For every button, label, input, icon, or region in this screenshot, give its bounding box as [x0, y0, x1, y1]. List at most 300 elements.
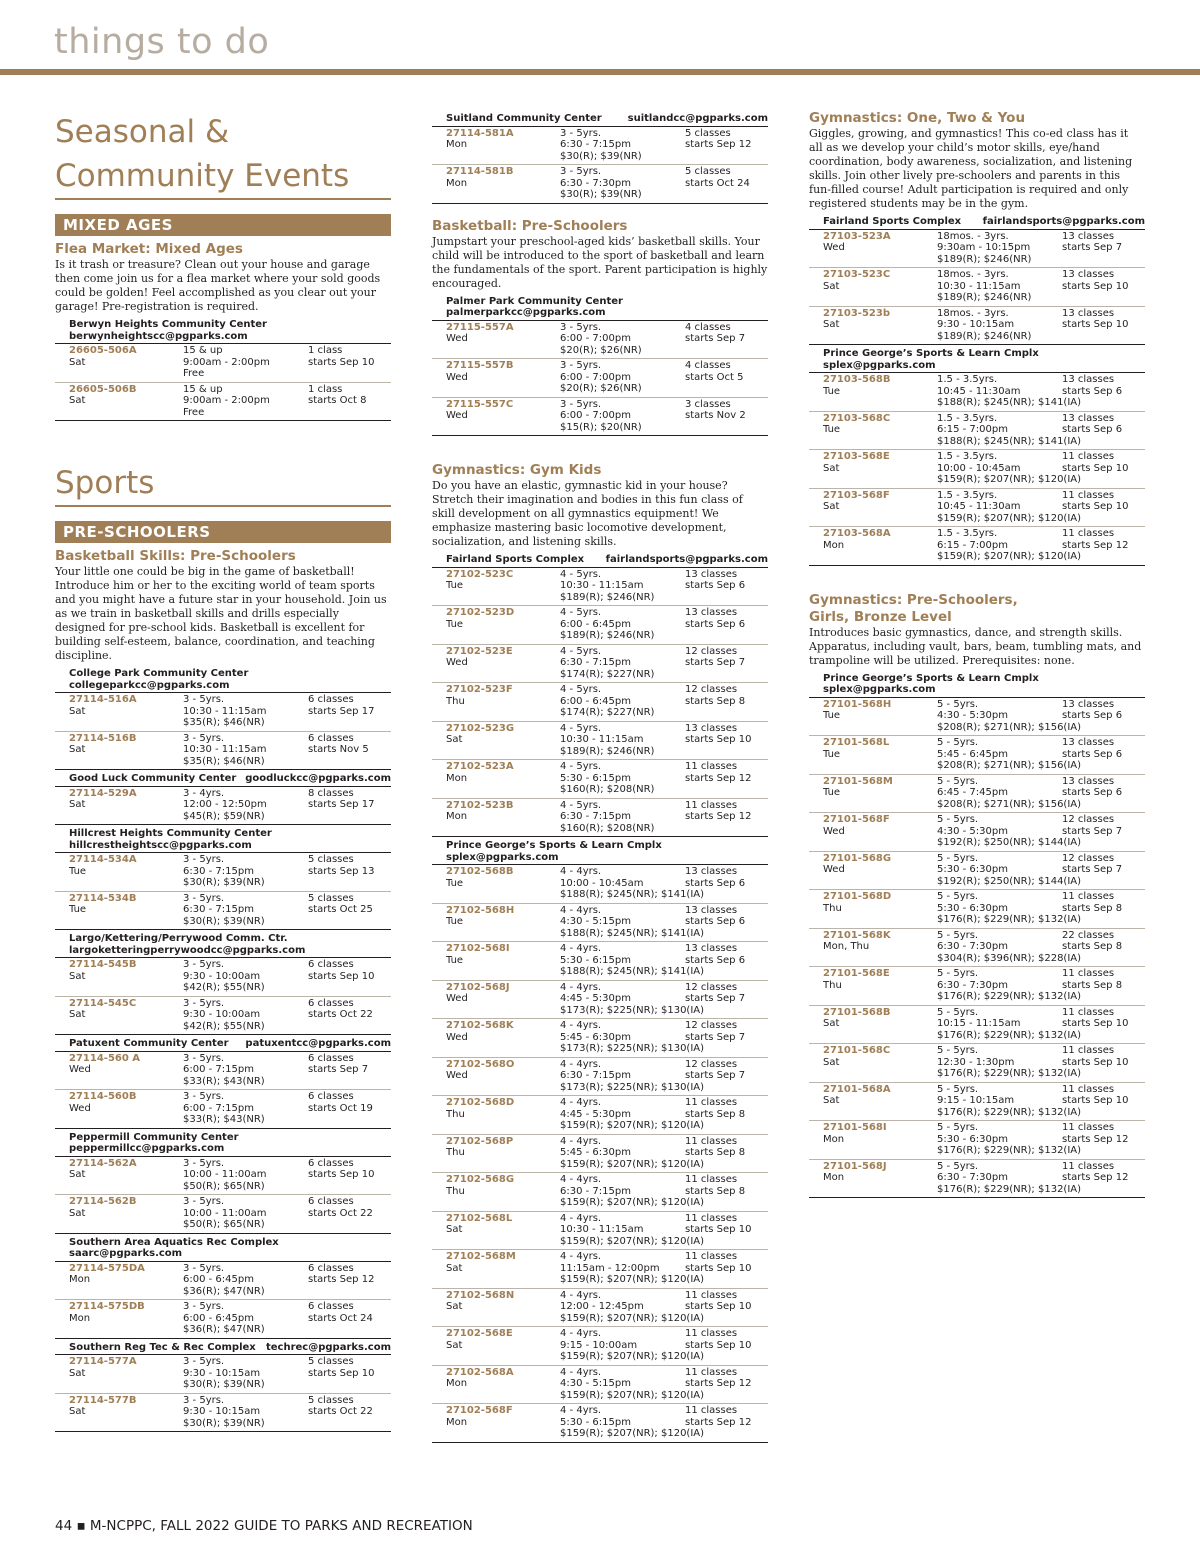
class-count: 11 classes: [1062, 891, 1115, 902]
class-code[interactable]: 27101-568J: [823, 1160, 887, 1172]
class-count: 11 classes: [685, 1328, 738, 1339]
class-time: 10:00 - 11:00am: [183, 1207, 267, 1219]
class-count: 6 classes: [308, 1091, 354, 1102]
class-count: 22 classes: [1062, 929, 1115, 941]
class-start: starts Oct 22: [308, 1009, 373, 1020]
class-start: starts Sep 12: [685, 139, 752, 150]
location-header: [55, 1339, 391, 1356]
class-day: Sat: [69, 356, 86, 368]
class-start: starts Sep 7: [685, 1070, 746, 1081]
class-fee: $188(R); $245(NR); $141(IA): [937, 397, 1082, 408]
location-email[interactable]: splex@pgparks.com: [823, 359, 936, 371]
class-code[interactable]: 27102-568M: [446, 1251, 516, 1262]
location-email[interactable]: peppermillcc@pgparks.com: [69, 1143, 225, 1154]
class-fee: Free: [183, 406, 205, 418]
class-code[interactable]: 27101-568M: [823, 775, 893, 787]
class-code[interactable]: 27114-577A: [69, 1356, 137, 1367]
class-start: starts Sep 6: [1062, 748, 1123, 760]
class-day: Mon: [446, 1416, 468, 1428]
class-count: 11 classes: [685, 1405, 738, 1416]
class-start: starts Sep 12: [1062, 1133, 1129, 1145]
class-age: 5 - 5yrs.: [937, 1160, 979, 1172]
class-age: 4 - 5yrs.: [560, 799, 602, 811]
class-age: 3 - 5yrs.: [560, 127, 602, 139]
class-code[interactable]: 27102-568L: [446, 1212, 513, 1224]
class-fee: $160(R); $208(NR): [560, 822, 655, 834]
class-row: [809, 852, 1145, 891]
class-code[interactable]: 27114-575DA: [69, 1262, 145, 1274]
class-age: 18mos. - 3yrs.: [937, 307, 1009, 319]
class-count: 11 classes: [685, 1289, 738, 1301]
class-code[interactable]: 27103-568F: [823, 489, 890, 501]
class-age: 3 - 5yrs.: [183, 1091, 225, 1102]
class-code[interactable]: 27114-545B: [69, 959, 137, 970]
class-day: Sat: [446, 1339, 463, 1351]
location-header: [55, 1035, 391, 1052]
class-age: 3 - 5yrs.: [560, 321, 602, 333]
class-row: [432, 760, 768, 799]
class-count: 5 classes: [308, 854, 354, 865]
class-count: 13 classes: [1062, 374, 1115, 385]
class-start: starts Sep 10: [685, 1224, 752, 1235]
class-row: [432, 942, 768, 981]
column-1: [55, 110, 391, 1432]
class-code[interactable]: 27102-523B: [446, 799, 514, 811]
location-email[interactable]: berwynheightscc@pgparks.com: [69, 330, 248, 342]
class-fee: $159(R); $207(NR); $120(IA): [560, 1312, 705, 1324]
class-fee: $189(R); $246(NR): [560, 630, 655, 641]
class-code[interactable]: 27101-568C: [823, 1045, 891, 1056]
class-code[interactable]: 27101-568H: [823, 698, 892, 710]
class-code[interactable]: 27101-568A: [823, 1083, 891, 1095]
class-row: [809, 307, 1145, 346]
class-count: 13 classes: [685, 568, 738, 580]
class-day: Tue: [446, 916, 464, 927]
class-code[interactable]: 27114-562A: [69, 1157, 137, 1169]
class-start: starts Sep 8: [685, 1147, 746, 1158]
class-count: 11 classes: [1062, 1160, 1115, 1172]
location-header: [55, 665, 391, 693]
sports-title: Sports: [55, 461, 391, 507]
class-age: 4 - 5yrs.: [560, 761, 602, 772]
class-start: starts Sep 6: [1062, 424, 1123, 435]
class-day: Thu: [823, 902, 842, 914]
location-email[interactable]: splex@pgparks.com: [446, 851, 559, 863]
location-email[interactable]: patuxentcc@pgparks.com: [245, 1038, 391, 1049]
class-day: Sat: [823, 1095, 840, 1106]
header-title: things to do: [54, 22, 270, 62]
class-fee: $192(R); $250(NR); $144(IA): [937, 875, 1082, 887]
class-time: 5:30 - 6:30pm: [937, 1133, 1008, 1145]
class-code[interactable]: 27101-568I: [823, 1122, 887, 1133]
class-row: [432, 568, 768, 607]
class-code[interactable]: 27114-534A: [69, 854, 137, 865]
class-fee: $208(R); $271(NR); $156(IA): [937, 798, 1082, 810]
class-count: 3 classes: [685, 398, 731, 410]
class-fee: $33(R); $43(NR): [183, 1075, 265, 1087]
class-row: [55, 344, 391, 383]
class-start: starts Nov 2: [685, 410, 746, 421]
class-code[interactable]: 27115-557C: [446, 398, 514, 410]
class-fee: $176(R); $229(NR); $132(IA): [937, 914, 1082, 925]
class-code[interactable]: 27114-577B: [69, 1394, 137, 1406]
class-code[interactable]: 27114-529A: [69, 787, 137, 799]
class-day: Sat: [823, 280, 840, 292]
class-start: starts Sep 12: [1062, 1172, 1129, 1183]
location-email[interactable]: fairlandsports@pgparks.com: [605, 554, 768, 565]
class-fee: $189(R); $246(NR): [937, 292, 1032, 303]
class-count: 13 classes: [1062, 269, 1115, 280]
class-code[interactable]: 27103-568B: [823, 374, 891, 385]
class-day: Sat: [69, 1207, 86, 1219]
class-day: Sat: [823, 1056, 840, 1068]
class-row: [432, 1173, 768, 1212]
class-start: starts Oct 8: [308, 395, 367, 406]
gym-one-title: Gymnastics: One, Two & You: [809, 110, 1026, 126]
class-code[interactable]: 27114-575DB: [69, 1301, 145, 1312]
class-row: [432, 1096, 768, 1135]
class-count: 12 classes: [685, 981, 738, 993]
class-age: 3 - 5yrs.: [183, 1196, 225, 1207]
class-age: 5 - 5yrs.: [937, 968, 979, 979]
class-code[interactable]: 27103-568C: [823, 412, 891, 424]
bball-skills-desc: Your little one could be big in the game of basketball! Introduce him or her to the exciting world of team sports and you might have a future star in your household. Join us as we train in basketball skills and drills especially designed for pre-school kids. Basketball is excellent for building self-esteem, balance, coordination, and teaching discipline.: [55, 565, 387, 662]
class-code[interactable]: 27102-523G: [446, 722, 515, 734]
class-time: 9:30am - 10:15pm: [937, 242, 1031, 253]
class-age: 4 - 4yrs.: [560, 1289, 602, 1301]
class-count: 6 classes: [308, 1157, 354, 1169]
location-email[interactable]: collegeparkcc@pgparks.com: [69, 679, 230, 691]
class-row: [809, 412, 1145, 451]
class-code[interactable]: 27102-523A: [446, 761, 514, 772]
location-header: [432, 293, 768, 321]
class-code[interactable]: 27101-568B: [823, 1006, 891, 1018]
class-fee: $159(R); $207(NR); $120(IA): [937, 512, 1082, 524]
class-code[interactable]: 27114-581A: [446, 127, 514, 139]
class-code[interactable]: 27102-568P: [446, 1135, 514, 1147]
class-count: 12 classes: [685, 1058, 738, 1070]
class-code[interactable]: 27102-568D: [446, 1097, 515, 1108]
mixed-ages-band: MIXED AGES: [55, 214, 391, 236]
class-row: [55, 787, 391, 826]
location-email[interactable]: fairlandsports@pgparks.com: [982, 216, 1145, 227]
class-time: 9:30 - 10:15am: [937, 319, 1015, 330]
class-row: [432, 1327, 768, 1366]
location-header: [55, 316, 391, 344]
class-fee: $189(R); $246(NR): [560, 745, 655, 757]
class-start: starts Sep 10: [1062, 501, 1129, 512]
class-age: 3 - 5yrs.: [183, 694, 225, 705]
class-day: Mon: [823, 1133, 845, 1145]
class-fee: $159(R); $207(NR); $120(IA): [560, 1197, 705, 1208]
class-age: 5 - 5yrs.: [937, 1122, 979, 1133]
class-code[interactable]: 27102-523F: [446, 684, 513, 695]
class-day: Sat: [69, 1009, 86, 1020]
class-row: [55, 958, 391, 997]
class-day: Tue: [823, 385, 841, 397]
location-email[interactable]: largoketteringperrywoodcc@pgparks.com: [69, 944, 306, 956]
class-fee: $50(R); $65(NR): [183, 1180, 265, 1192]
class-day: Wed: [446, 333, 468, 344]
location-name: Prince George’s Sports & Learn Cmplx: [446, 840, 662, 851]
class-age: 3 - 5yrs.: [183, 997, 225, 1009]
class-row: [432, 127, 768, 166]
class-fee: $159(R); $207(NR); $120(IA): [560, 1235, 705, 1247]
class-row: [432, 321, 768, 360]
class-time: 10:15 - 11:15am: [937, 1018, 1021, 1029]
class-day: Wed: [823, 825, 845, 837]
class-fee: $173(R); $225(NR); $130(IA): [560, 1043, 705, 1054]
class-day: Tue: [446, 877, 464, 889]
class-code[interactable]: 27114-516B: [69, 732, 137, 744]
class-code[interactable]: 27114-560 A: [69, 1052, 141, 1064]
class-count: 13 classes: [685, 904, 738, 916]
class-start: starts Sep 10: [308, 1367, 375, 1379]
class-start: starts Sep 8: [1062, 941, 1123, 952]
location-email[interactable]: goodluckcc@pgparks.com: [245, 773, 391, 784]
location-name: Prince George’s Sports & Learn Cmplx: [823, 672, 1039, 684]
class-fee: $160(R); $208(NR): [560, 784, 655, 795]
location-name: College Park Community Center: [69, 668, 249, 679]
class-day: Sat: [823, 319, 840, 330]
class-code[interactable]: 27103-568A: [823, 528, 891, 539]
class-age: 4 - 4yrs.: [560, 1405, 602, 1416]
class-age: 5 - 5yrs.: [937, 775, 979, 787]
class-fee: $30(R); $39(NR): [183, 877, 265, 888]
class-age: 4 - 4yrs.: [560, 1328, 602, 1339]
class-code[interactable]: 27102-568O: [446, 1058, 515, 1070]
class-time: 4:30 - 5:15pm: [560, 1378, 631, 1389]
class-time: 6:45 - 7:45pm: [937, 787, 1008, 798]
class-code[interactable]: 27114-545C: [69, 997, 137, 1009]
class-day: Sat: [823, 501, 840, 512]
flea-market-listing: [55, 316, 391, 421]
class-start: starts Sep 7: [685, 993, 746, 1004]
class-fee: $159(R); $207(NR); $120(IA): [937, 551, 1082, 562]
location-email[interactable]: suitlandcc@pgparks.com: [627, 113, 768, 124]
class-code[interactable]: 27101-568E: [823, 968, 890, 979]
class-fee: $30(R); $39(NR): [183, 915, 265, 927]
class-day: Mon: [446, 772, 468, 784]
location-email[interactable]: techrec@pgparks.com: [265, 1341, 391, 1353]
class-age: 4 - 4yrs.: [560, 1212, 602, 1224]
class-code[interactable]: 27102-523E: [446, 645, 513, 657]
class-row: [809, 967, 1145, 1006]
class-count: 1 class: [308, 383, 343, 395]
class-start: starts Sep 10: [685, 1262, 752, 1274]
class-code[interactable]: 27114-581B: [446, 166, 514, 177]
class-start: starts Sep 6: [1062, 710, 1123, 721]
class-day: Tue: [823, 748, 841, 760]
class-age: 4 - 5yrs.: [560, 607, 602, 618]
class-day: Sat: [446, 1262, 463, 1274]
class-age: 4 - 4yrs.: [560, 1058, 602, 1070]
class-row: [809, 813, 1145, 852]
class-count: 12 classes: [1062, 852, 1115, 864]
class-code[interactable]: 27102-568K: [446, 1020, 514, 1031]
class-code[interactable]: 27103-523b: [823, 307, 890, 319]
class-fee: $192(R); $250(NR); $144(IA): [937, 837, 1082, 848]
class-code[interactable]: 26605-506B: [69, 383, 137, 395]
class-day: Mon: [823, 539, 845, 551]
class-age: 1.5 - 3.5yrs.: [937, 528, 998, 539]
class-code[interactable]: 27103-523C: [823, 269, 891, 280]
class-time: 4:45 - 5:30pm: [560, 1108, 631, 1120]
location-email[interactable]: hillcrestheightscc@pgparks.com: [69, 839, 252, 851]
class-day: Tue: [446, 580, 464, 591]
class-code[interactable]: 27102-568J: [446, 981, 510, 993]
class-code[interactable]: 27102-568I: [446, 943, 510, 954]
class-start: starts Sep 7: [1062, 864, 1123, 875]
class-time: 6:00 - 7:00pm: [560, 410, 631, 421]
class-start: starts Sep 12: [685, 772, 752, 784]
class-day: Wed: [446, 993, 468, 1004]
class-time: 6:30 - 7:15pm: [560, 1070, 631, 1081]
class-day: Tue: [823, 710, 841, 721]
location-email[interactable]: palmerparkcc@pgparks.com: [446, 307, 606, 318]
class-row: [809, 698, 1145, 737]
class-row: [432, 1212, 768, 1251]
class-time: 6:00 - 6:45pm: [183, 1312, 254, 1324]
gym-kids-listing: [432, 551, 768, 1443]
class-start: starts Sep 10: [685, 734, 752, 745]
column-3: [809, 110, 1145, 1198]
class-code[interactable]: 26605-506A: [69, 345, 137, 356]
gym-kids-desc: Do you have an elastic, gymnastic kid in your house? Stretch their imagination and bodies in this fun class of skill development on all gymnastics equipment! We emphasize mastering basic locomotive development, socialization, and listening skills.: [432, 479, 743, 548]
class-start: starts Sep 12: [685, 1378, 752, 1389]
location-name: Berwyn Heights Community Center: [69, 319, 267, 330]
class-code[interactable]: 27102-568G: [446, 1174, 515, 1185]
class-code[interactable]: 27101-568F: [823, 814, 890, 825]
bball-pre-desc: Jumpstart your preschool-aged kids’ basketball skills. Your child will be introduced to the sport of basketball and learn the fundamentals of the sport. Parent participation is highly encouraged.: [432, 234, 768, 290]
class-code[interactable]: 27102-568A: [446, 1366, 514, 1378]
class-code[interactable]: 27103-568E: [823, 451, 890, 462]
class-fee: $50(R); $65(NR): [183, 1219, 265, 1230]
class-age: 4 - 4yrs.: [560, 904, 602, 916]
class-count: 11 classes: [685, 1366, 738, 1378]
class-row: [55, 997, 391, 1036]
class-time: 4:30 - 5:30pm: [937, 825, 1008, 837]
class-count: 6 classes: [308, 997, 354, 1009]
class-code[interactable]: 27114-534B: [69, 892, 137, 904]
class-count: 6 classes: [308, 959, 354, 970]
class-start: starts Sep 12: [685, 1416, 752, 1428]
suitland-listing: [432, 110, 768, 204]
class-count: 5 classes: [685, 166, 731, 177]
class-day: Wed: [446, 1070, 468, 1081]
class-count: 11 classes: [1062, 1083, 1115, 1095]
class-start: starts Oct 22: [308, 1406, 373, 1417]
class-time: 12:30 - 1:30pm: [937, 1056, 1015, 1068]
class-count: 11 classes: [685, 1212, 738, 1224]
class-age: 3 - 5yrs.: [560, 398, 602, 410]
location-email[interactable]: saarc@pgparks.com: [69, 1248, 183, 1259]
class-row: [55, 1090, 391, 1129]
class-time: 12:00 - 12:50pm: [183, 799, 267, 810]
class-age: 3 - 5yrs.: [183, 1394, 225, 1406]
class-code[interactable]: 27114-560B: [69, 1091, 137, 1102]
class-row: [432, 1366, 768, 1405]
class-start: starts Sep 10: [1062, 319, 1129, 330]
class-count: 5 classes: [308, 892, 354, 904]
class-row: [55, 1052, 391, 1091]
class-day: Thu: [823, 979, 842, 991]
class-day: Sat: [446, 1224, 463, 1235]
class-fee: $159(R); $207(NR); $120(IA): [560, 1389, 705, 1401]
class-age: 5 - 5yrs.: [937, 891, 979, 902]
location-email[interactable]: splex@pgparks.com: [823, 684, 936, 695]
class-code[interactable]: 27102-568N: [446, 1289, 515, 1301]
class-code[interactable]: 27101-568G: [823, 852, 892, 864]
seasonal-title-line2: Community Events: [55, 154, 391, 200]
class-code[interactable]: 27102-523D: [446, 607, 515, 618]
class-start: starts Sep 10: [1062, 1018, 1129, 1029]
class-day: Mon: [823, 1172, 845, 1183]
class-count: 5 classes: [308, 1394, 354, 1406]
class-code[interactable]: 27115-557B: [446, 360, 514, 371]
class-code[interactable]: 27102-568F: [446, 1405, 513, 1416]
location-header: [432, 837, 768, 865]
class-row: [55, 1394, 391, 1433]
location-name: Fairland Sports Complex: [823, 216, 962, 227]
class-fee: $189(R); $246(NR): [937, 253, 1032, 265]
class-code[interactable]: 27115-557A: [446, 321, 514, 333]
class-age: 4 - 5yrs.: [560, 722, 602, 734]
class-code[interactable]: 27102-568H: [446, 904, 515, 916]
class-count: 13 classes: [1062, 737, 1115, 748]
class-time: 10:00 - 11:00am: [183, 1169, 267, 1180]
location-header: [55, 825, 391, 853]
class-fee: $188(R); $245(NR); $141(IA): [937, 435, 1082, 447]
class-code[interactable]: 27101-568D: [823, 891, 892, 902]
class-age: 18mos. - 3yrs.: [937, 230, 1009, 242]
class-fee: $42(R); $55(NR): [183, 1020, 265, 1032]
class-row: [432, 606, 768, 645]
class-count: 13 classes: [1062, 412, 1115, 424]
class-count: 12 classes: [685, 684, 738, 695]
class-count: 11 classes: [1062, 1045, 1115, 1056]
class-start: starts Sep 8: [685, 1185, 746, 1197]
class-time: 6:30 - 7:15pm: [560, 811, 631, 822]
class-time: 12:00 - 12:45pm: [560, 1301, 644, 1312]
class-count: 12 classes: [685, 645, 738, 657]
class-code[interactable]: 27114-562B: [69, 1196, 137, 1207]
class-age: 15 & up: [183, 345, 223, 356]
class-age: 5 - 5yrs.: [937, 1045, 979, 1056]
class-time: 5:45 - 6:45pm: [937, 748, 1008, 760]
class-code[interactable]: 27114-516A: [69, 694, 137, 705]
class-day: Tue: [823, 787, 841, 798]
class-row: [809, 929, 1145, 968]
class-code[interactable]: 27101-568L: [823, 737, 890, 748]
class-count: 11 classes: [685, 1135, 738, 1147]
class-code[interactable]: 27102-568B: [446, 866, 514, 877]
class-row: [55, 693, 391, 732]
class-code[interactable]: 27102-568E: [446, 1328, 513, 1339]
class-age: 15 & up: [183, 383, 223, 395]
class-row: [55, 892, 391, 931]
class-day: Sat: [823, 462, 840, 474]
class-start: starts Sep 10: [1062, 1056, 1129, 1068]
class-day: Sat: [69, 1367, 86, 1379]
class-code[interactable]: 27103-523A: [823, 230, 891, 242]
class-row: [809, 1083, 1145, 1122]
class-code[interactable]: 27102-523C: [446, 568, 514, 580]
class-start: starts Sep 10: [1062, 280, 1129, 292]
class-start: starts Sep 8: [1062, 979, 1123, 991]
class-row: [432, 1019, 768, 1058]
class-code[interactable]: 27101-568K: [823, 929, 891, 941]
